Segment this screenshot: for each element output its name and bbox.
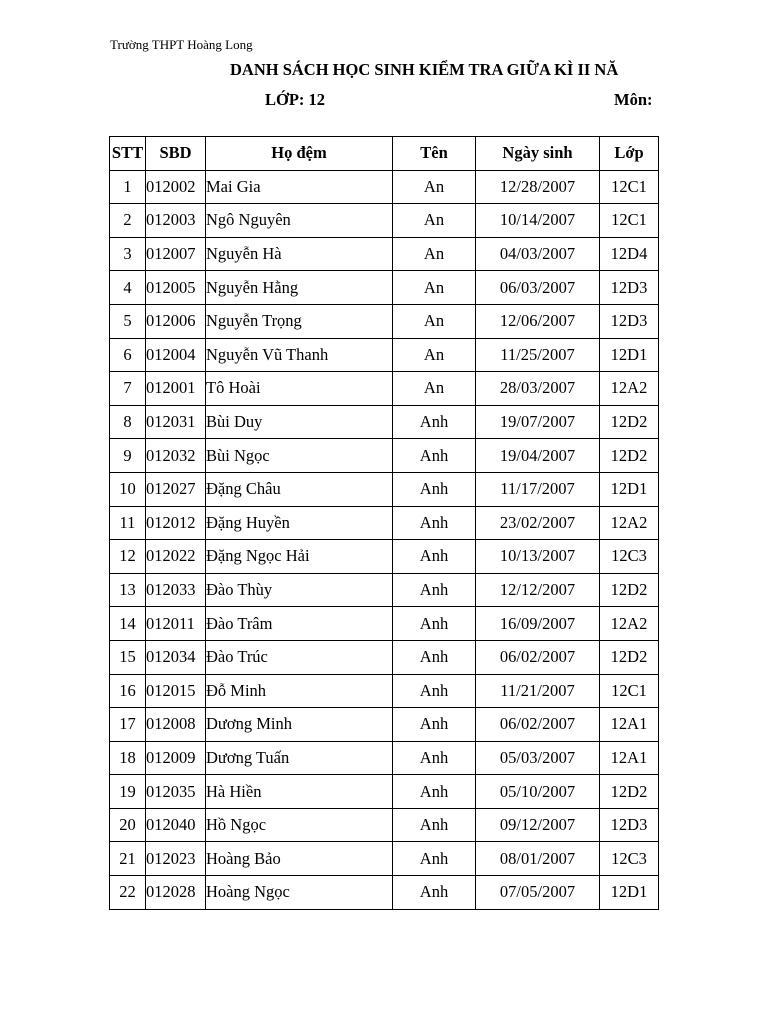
cell-ngay-sinh: 10/13/2007 — [476, 540, 600, 574]
cell-stt: 5 — [110, 304, 146, 338]
cell-lop: 12D3 — [600, 808, 659, 842]
cell-stt: 14 — [110, 607, 146, 641]
cell-sbd: 012006 — [146, 304, 206, 338]
column-header-ngay-sinh: Ngày sinh — [476, 137, 600, 171]
table-row — [110, 372, 659, 406]
cell-ngay-sinh: 12/06/2007 — [476, 304, 600, 338]
table-row — [110, 439, 659, 473]
cell-ngay-sinh: 12/12/2007 — [476, 573, 600, 607]
cell-ten: An — [393, 338, 476, 372]
cell-sbd: 012004 — [146, 338, 206, 372]
cell-ho-dem: Bùi Ngọc — [206, 439, 393, 473]
cell-ho-dem: Nguyễn Trọng — [206, 304, 393, 338]
cell-lop: 12D2 — [600, 640, 659, 674]
cell-stt: 22 — [110, 876, 146, 910]
cell-sbd: 012040 — [146, 808, 206, 842]
cell-sbd: 012003 — [146, 204, 206, 238]
cell-ngay-sinh: 06/03/2007 — [476, 271, 600, 305]
cell-ngay-sinh: 12/28/2007 — [476, 170, 600, 204]
cell-ngay-sinh: 16/09/2007 — [476, 607, 600, 641]
cell-stt: 12 — [110, 540, 146, 574]
cell-lop: 12D2 — [600, 573, 659, 607]
cell-sbd: 012008 — [146, 708, 206, 742]
table-row — [110, 405, 659, 439]
cell-stt: 1 — [110, 170, 146, 204]
cell-stt: 7 — [110, 372, 146, 406]
cell-ho-dem: Đặng Châu — [206, 472, 393, 506]
cell-ho-dem: Đặng Huyền — [206, 506, 393, 540]
cell-ngay-sinh: 07/05/2007 — [476, 876, 600, 910]
table-row — [110, 842, 659, 876]
cell-ho-dem: Nguyễn Hà — [206, 237, 393, 271]
cell-ngay-sinh: 06/02/2007 — [476, 640, 600, 674]
cell-ho-dem: Ngô Nguyên — [206, 204, 393, 238]
cell-ho-dem: Mai Gia — [206, 170, 393, 204]
column-header-sbd: SBD — [146, 137, 206, 171]
cell-ten: Anh — [393, 674, 476, 708]
cell-lop: 12D1 — [600, 472, 659, 506]
cell-ho-dem: Nguyễn Vũ Thanh — [206, 338, 393, 372]
cell-sbd: 012005 — [146, 271, 206, 305]
table-row — [110, 472, 659, 506]
cell-stt: 13 — [110, 573, 146, 607]
table-row — [110, 808, 659, 842]
cell-sbd: 012031 — [146, 405, 206, 439]
cell-sbd: 012007 — [146, 237, 206, 271]
cell-sbd: 012012 — [146, 506, 206, 540]
cell-ho-dem: Dương Minh — [206, 708, 393, 742]
cell-stt: 2 — [110, 204, 146, 238]
cell-lop: 12D2 — [600, 775, 659, 809]
cell-ten: Anh — [393, 775, 476, 809]
table-row — [110, 271, 659, 305]
cell-sbd: 012015 — [146, 674, 206, 708]
cell-ten: Anh — [393, 808, 476, 842]
cell-ten: Anh — [393, 607, 476, 641]
cell-ten: Anh — [393, 640, 476, 674]
cell-ten: Anh — [393, 540, 476, 574]
cell-ten: Anh — [393, 439, 476, 473]
cell-sbd: 012011 — [146, 607, 206, 641]
cell-ten: Anh — [393, 741, 476, 775]
cell-lop: 12D3 — [600, 304, 659, 338]
cell-ho-dem: Bùi Duy — [206, 405, 393, 439]
cell-ngay-sinh: 09/12/2007 — [476, 808, 600, 842]
cell-ho-dem: Đặng Ngọc Hải — [206, 540, 393, 574]
cell-ten: An — [393, 237, 476, 271]
table-row — [110, 304, 659, 338]
cell-ten: Anh — [393, 708, 476, 742]
cell-stt: 3 — [110, 237, 146, 271]
cell-ten: Anh — [393, 842, 476, 876]
cell-sbd: 012009 — [146, 741, 206, 775]
cell-sbd: 012023 — [146, 842, 206, 876]
cell-sbd: 012032 — [146, 439, 206, 473]
column-header-ten: Tên — [393, 137, 476, 171]
table-row — [110, 338, 659, 372]
cell-ten: Anh — [393, 573, 476, 607]
table-header-row — [110, 137, 659, 171]
cell-ngay-sinh: 11/17/2007 — [476, 472, 600, 506]
cell-ngay-sinh: 10/14/2007 — [476, 204, 600, 238]
column-header-ho-dem: Họ đệm — [206, 137, 393, 171]
column-header-lop: Lớp — [600, 137, 659, 171]
cell-lop: 12D4 — [600, 237, 659, 271]
cell-ngay-sinh: 19/07/2007 — [476, 405, 600, 439]
cell-lop: 12D2 — [600, 405, 659, 439]
cell-ten: An — [393, 170, 476, 204]
cell-lop: 12C1 — [600, 170, 659, 204]
cell-ten: Anh — [393, 876, 476, 910]
cell-ten: Anh — [393, 506, 476, 540]
cell-lop: 12C3 — [600, 842, 659, 876]
cell-ho-dem: Đào Thùy — [206, 573, 393, 607]
school-name: Trường THPT Hoàng Long — [110, 37, 253, 52]
cell-lop: 12A1 — [600, 708, 659, 742]
column-header-stt: STT — [110, 137, 146, 171]
cell-sbd: 012028 — [146, 876, 206, 910]
cell-sbd: 012022 — [146, 540, 206, 574]
cell-ngay-sinh: 23/02/2007 — [476, 506, 600, 540]
cell-ngay-sinh: 05/10/2007 — [476, 775, 600, 809]
cell-stt: 19 — [110, 775, 146, 809]
table-row — [110, 540, 659, 574]
table-row — [110, 876, 659, 910]
cell-stt: 15 — [110, 640, 146, 674]
table-row — [110, 607, 659, 641]
table-row — [110, 506, 659, 540]
cell-lop: 12D3 — [600, 271, 659, 305]
cell-ngay-sinh: 19/04/2007 — [476, 439, 600, 473]
cell-lop: 12A2 — [600, 372, 659, 406]
cell-ten: Anh — [393, 472, 476, 506]
cell-ngay-sinh: 11/25/2007 — [476, 338, 600, 372]
cell-ho-dem: Tô Hoài — [206, 372, 393, 406]
cell-lop: 12D1 — [600, 338, 659, 372]
cell-lop: 12A2 — [600, 506, 659, 540]
cell-ngay-sinh: 04/03/2007 — [476, 237, 600, 271]
cell-lop: 12D2 — [600, 439, 659, 473]
student-list-table — [109, 136, 659, 910]
cell-ngay-sinh: 11/21/2007 — [476, 674, 600, 708]
table-row — [110, 741, 659, 775]
cell-ho-dem: Dương Tuấn — [206, 741, 393, 775]
cell-sbd: 012034 — [146, 640, 206, 674]
cell-ho-dem: Hà Hiền — [206, 775, 393, 809]
cell-ngay-sinh: 28/03/2007 — [476, 372, 600, 406]
subject-label: Môn: — [614, 90, 653, 109]
cell-stt: 18 — [110, 741, 146, 775]
table-row — [110, 674, 659, 708]
cell-stt: 11 — [110, 506, 146, 540]
table-row — [110, 573, 659, 607]
cell-ten: Anh — [393, 405, 476, 439]
cell-ho-dem: Hoàng Ngọc — [206, 876, 393, 910]
cell-ho-dem: Đỗ Minh — [206, 674, 393, 708]
cell-lop: 12C1 — [600, 204, 659, 238]
cell-ho-dem: Hoàng Bảo — [206, 842, 393, 876]
cell-ngay-sinh: 06/02/2007 — [476, 708, 600, 742]
cell-stt: 10 — [110, 472, 146, 506]
cell-sbd: 012027 — [146, 472, 206, 506]
cell-ngay-sinh: 08/01/2007 — [476, 842, 600, 876]
table-body — [110, 170, 659, 909]
table-row — [110, 708, 659, 742]
table-row — [110, 170, 659, 204]
cell-ten: An — [393, 271, 476, 305]
class-label: LỚP: 12 — [265, 90, 326, 109]
cell-sbd: 012002 — [146, 170, 206, 204]
cell-stt: 20 — [110, 808, 146, 842]
cell-ngay-sinh: 05/03/2007 — [476, 741, 600, 775]
cell-ho-dem: Đào Trâm — [206, 607, 393, 641]
table-row — [110, 640, 659, 674]
table-row — [110, 775, 659, 809]
cell-lop: 12C1 — [600, 674, 659, 708]
cell-lop: 12A2 — [600, 607, 659, 641]
table-row — [110, 204, 659, 238]
cell-stt: 16 — [110, 674, 146, 708]
cell-sbd: 012001 — [146, 372, 206, 406]
cell-ten: An — [393, 204, 476, 238]
document-title: DANH SÁCH HỌC SINH KIỂM TRA GIỮA KÌ II NĂ — [230, 60, 619, 79]
cell-lop: 12D1 — [600, 876, 659, 910]
cell-stt: 4 — [110, 271, 146, 305]
cell-ho-dem: Đào Trúc — [206, 640, 393, 674]
cell-stt: 8 — [110, 405, 146, 439]
cell-stt: 17 — [110, 708, 146, 742]
cell-ho-dem: Hồ Ngọc — [206, 808, 393, 842]
table-row — [110, 237, 659, 271]
cell-stt: 6 — [110, 338, 146, 372]
cell-stt: 9 — [110, 439, 146, 473]
cell-ten: An — [393, 372, 476, 406]
cell-ho-dem: Nguyễn Hằng — [206, 271, 393, 305]
cell-sbd: 012033 — [146, 573, 206, 607]
cell-lop: 12C3 — [600, 540, 659, 574]
cell-sbd: 012035 — [146, 775, 206, 809]
cell-lop: 12A1 — [600, 741, 659, 775]
cell-stt: 21 — [110, 842, 146, 876]
cell-ten: An — [393, 304, 476, 338]
